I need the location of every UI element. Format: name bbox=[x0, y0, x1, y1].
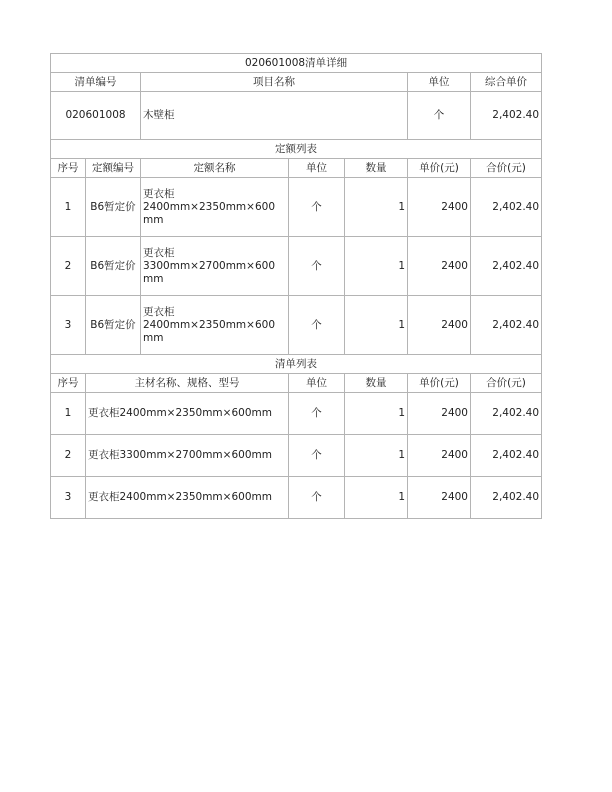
material-unit-header: 单位 bbox=[289, 374, 345, 393]
material-total-header: 合价(元) bbox=[471, 374, 542, 393]
material-seq-header: 序号 bbox=[51, 374, 86, 393]
composite-price-header: 综合单价 bbox=[471, 73, 542, 92]
materials-section-row bbox=[51, 355, 542, 374]
table-row bbox=[51, 393, 542, 435]
material-qty: 1 bbox=[345, 393, 408, 435]
quota-unit: 个 bbox=[289, 296, 345, 355]
quota-unit: 个 bbox=[289, 178, 345, 237]
material-name: 更衣柜2400mm×2350mm×600mm bbox=[86, 393, 289, 435]
material-unit-price: 2400 bbox=[408, 435, 471, 477]
quota-seq: 1 bbox=[51, 178, 86, 237]
quota-section-title: 定额列表 bbox=[51, 140, 542, 159]
quota-qty: 1 bbox=[345, 237, 408, 296]
bill-detail-table bbox=[50, 53, 542, 519]
quota-code: B6暂定价 bbox=[86, 178, 141, 237]
table-row bbox=[51, 178, 542, 237]
material-qty: 1 bbox=[345, 435, 408, 477]
table-row bbox=[51, 296, 542, 355]
quota-name-line: mm bbox=[143, 213, 164, 226]
quota-name bbox=[141, 296, 289, 355]
quota-total: 2,402.40 bbox=[471, 178, 542, 237]
item-unit: 个 bbox=[408, 92, 471, 140]
quota-name-line: 2400mm×2350mm×600 bbox=[143, 318, 275, 331]
quota-seq-header: 序号 bbox=[51, 159, 86, 178]
material-qty: 1 bbox=[345, 477, 408, 519]
quota-unit-price: 2400 bbox=[408, 296, 471, 355]
material-name-header: 主材名称、规格、型号 bbox=[86, 374, 289, 393]
quota-header-row bbox=[51, 159, 542, 178]
quota-name-line: 更衣柜 bbox=[143, 187, 175, 200]
item-name: 木壁柜 bbox=[141, 92, 408, 140]
quota-section-row bbox=[51, 140, 542, 159]
quota-unit-price-header: 单价(元) bbox=[408, 159, 471, 178]
quota-code: B6暂定价 bbox=[86, 296, 141, 355]
title-row bbox=[51, 54, 542, 73]
table-title: 020601008清单详细 bbox=[51, 54, 542, 73]
material-seq: 2 bbox=[51, 435, 86, 477]
quota-name-line: 更衣柜 bbox=[143, 246, 175, 259]
quota-unit-header: 单位 bbox=[289, 159, 345, 178]
item-unit-header: 单位 bbox=[408, 73, 471, 92]
quota-unit: 个 bbox=[289, 237, 345, 296]
material-total: 2,402.40 bbox=[471, 477, 542, 519]
quota-name-line: 2400mm×2350mm×600 bbox=[143, 200, 275, 213]
quota-qty: 1 bbox=[345, 296, 408, 355]
quota-code-header: 定额编号 bbox=[86, 159, 141, 178]
quota-seq: 2 bbox=[51, 237, 86, 296]
quota-name bbox=[141, 178, 289, 237]
material-unit: 个 bbox=[289, 435, 345, 477]
material-name: 更衣柜2400mm×2350mm×600mm bbox=[86, 477, 289, 519]
table-row bbox=[51, 435, 542, 477]
quota-name-line: mm bbox=[143, 331, 164, 344]
bill-code: 020601008 bbox=[51, 92, 141, 140]
quota-name-header: 定额名称 bbox=[141, 159, 289, 178]
material-unit: 个 bbox=[289, 477, 345, 519]
item-header-row bbox=[51, 73, 542, 92]
materials-section-title: 清单列表 bbox=[51, 355, 542, 374]
table-row bbox=[51, 237, 542, 296]
material-unit: 个 bbox=[289, 393, 345, 435]
item-row bbox=[51, 92, 542, 140]
quota-total: 2,402.40 bbox=[471, 237, 542, 296]
quota-name-line: 更衣柜 bbox=[143, 305, 175, 318]
materials-header-row bbox=[51, 374, 542, 393]
quota-name-line: mm bbox=[143, 272, 164, 285]
quota-code: B6暂定价 bbox=[86, 237, 141, 296]
quota-unit-price: 2400 bbox=[408, 237, 471, 296]
material-total: 2,402.40 bbox=[471, 393, 542, 435]
material-name: 更衣柜3300mm×2700mm×600mm bbox=[86, 435, 289, 477]
quota-total-header: 合价(元) bbox=[471, 159, 542, 178]
table-row bbox=[51, 477, 542, 519]
quota-unit-price: 2400 bbox=[408, 178, 471, 237]
quota-qty-header: 数量 bbox=[345, 159, 408, 178]
material-seq: 1 bbox=[51, 393, 86, 435]
quota-qty: 1 bbox=[345, 178, 408, 237]
bill-code-header: 清单编号 bbox=[51, 73, 141, 92]
quota-name bbox=[141, 237, 289, 296]
quota-seq: 3 bbox=[51, 296, 86, 355]
quota-total: 2,402.40 bbox=[471, 296, 542, 355]
material-unit-price: 2400 bbox=[408, 477, 471, 519]
material-total: 2,402.40 bbox=[471, 435, 542, 477]
material-qty-header: 数量 bbox=[345, 374, 408, 393]
item-name-header: 项目名称 bbox=[141, 73, 408, 92]
material-unit-price: 2400 bbox=[408, 393, 471, 435]
material-unit-price-header: 单价(元) bbox=[408, 374, 471, 393]
composite-price: 2,402.40 bbox=[471, 92, 542, 140]
material-seq: 3 bbox=[51, 477, 86, 519]
quota-name-line: 3300mm×2700mm×600 bbox=[143, 259, 275, 272]
